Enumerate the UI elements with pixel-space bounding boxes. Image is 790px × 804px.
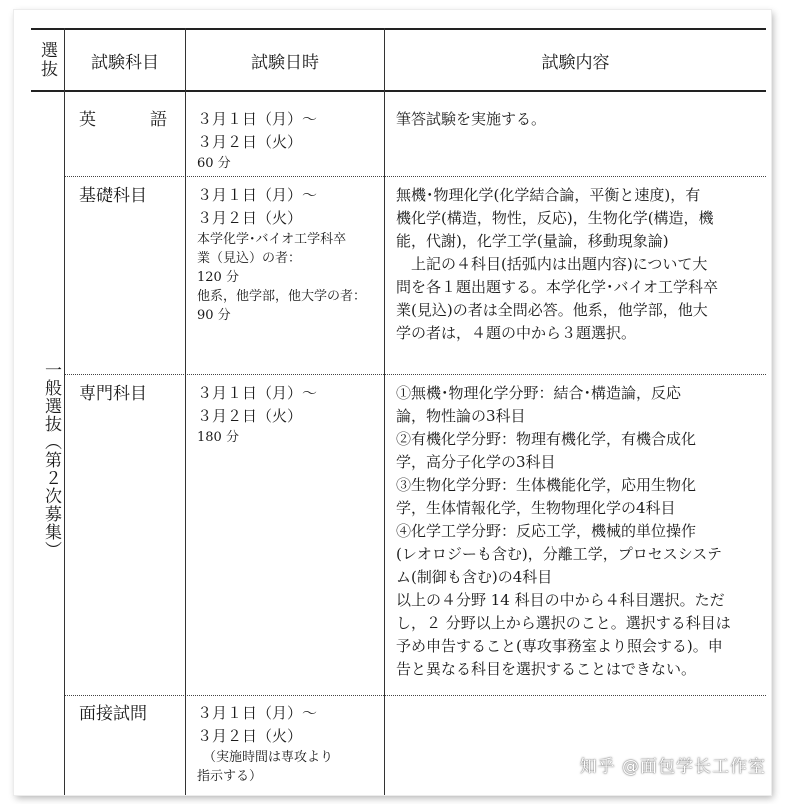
content-line: 予め申告すること(専攻事務室より照会する)。申 [396, 637, 723, 655]
row-divider [64, 695, 766, 696]
content-line: (レオロジーも含む)，分離工学，プロセスシステ [396, 545, 722, 563]
column-divider [185, 28, 186, 795]
header-bottom-rule [31, 90, 766, 92]
date-note: 指示する） [197, 769, 263, 784]
content-line: 問を各１題出題する。本学化学･バイオ工学科卒 [396, 278, 719, 296]
content-basic [396, 184, 762, 345]
row-divider [64, 374, 766, 375]
header-selection [31, 30, 64, 90]
group-label: 一般選抜（第２次募集） [41, 361, 61, 559]
date-basic [197, 184, 366, 325]
content-line: ③生物化学分野：生体機能化学，応用生物化 [396, 476, 697, 494]
content-line: 学，生体情報化学，生物物理化学の4科目 [396, 499, 676, 517]
content-line: 筆答試験を実施する。 [396, 110, 547, 128]
date-line: ３月１日（月）～ [197, 186, 318, 204]
date-line: ３月１日（月）～ [197, 704, 318, 722]
content-english [396, 108, 762, 131]
content-line: 業(見込)の者は全問必答。他系，他学部，他大 [396, 301, 708, 319]
header-content: 試験内容 [541, 52, 610, 73]
subject-english [79, 108, 167, 132]
exam-schedule-table [31, 28, 766, 795]
date-note: 120 分 [197, 270, 239, 285]
content-line: 上記の４科目(括弧内は出題内容)について大 [411, 255, 708, 273]
date-note: 業（見込）の者： [197, 251, 302, 266]
subject-english-char: 英 [79, 110, 96, 130]
date-specialized [197, 382, 317, 447]
date-line: ３月２日（火） [197, 727, 303, 745]
row-divider [64, 176, 766, 177]
content-line: 以上の４分野 14 科目の中から４科目選択。ただ [396, 591, 725, 609]
subject-basic: 基礎科目 [79, 186, 147, 206]
column-divider [384, 28, 385, 795]
date-note: 他系，他学部，他大学の者： [197, 289, 367, 304]
content-line: 能，代謝)，化学工学(量論，移動現象論) [396, 232, 669, 250]
date-line: ３月１日（月）～ [197, 384, 318, 402]
header-datetime: 試験日時 [251, 52, 319, 73]
content-line: ①無機･物理化学分野：結合･構造論，反応 [396, 384, 682, 402]
content-line: 機化学(構造，物性，反応)，生物化学(構造，機 [396, 209, 714, 227]
date-note: 180 分 [197, 430, 239, 445]
date-line: ３月１日（月）～ [197, 110, 318, 128]
content-line: ム(制御も含む)の4科目 [396, 568, 553, 586]
content-specialized [396, 382, 762, 681]
date-note: 本学化学･バイオ工学科卒 [197, 232, 347, 247]
content-line: 無機･物理化学(化学結合論，平衡と速度)，有 [396, 186, 701, 204]
date-line: ３月２日（火） [197, 133, 303, 151]
date-interview [197, 702, 333, 786]
content-line: ④化学工学分野：反応工学，機械的単位操作 [396, 522, 697, 540]
column-divider [64, 28, 65, 795]
content-line: 学，高分子化学の3科目 [396, 453, 556, 471]
watermark-text: 知乎 @面包学长工作室 [579, 757, 766, 777]
date-english [197, 108, 317, 173]
subject-english-char: 語 [150, 110, 167, 130]
content-line: 学の者は，４題の中から３題選択。 [396, 324, 637, 342]
date-note: 60 分 [197, 156, 231, 171]
date-line: ３月２日（火） [197, 209, 303, 227]
subject-english-text [79, 108, 167, 132]
document-frame [14, 10, 771, 795]
content-line: ②有機化学分野：物理有機化学，有機合成化 [396, 430, 697, 448]
content-line: し，２ 分野以上から選択のこと。選択する科目は [396, 614, 731, 632]
date-note: （実施時間は専攻より [203, 750, 334, 765]
content-line: 論，物性論の3科目 [396, 407, 526, 425]
subject-specialized: 専門科目 [79, 384, 147, 404]
header-subject: 試験科目 [91, 52, 159, 73]
date-line: ３月２日（火） [197, 407, 303, 425]
subject-interview: 面接試問 [79, 704, 147, 724]
date-note: 90 分 [197, 308, 231, 323]
content-line: 告と異なる科目を選択することはできない。 [396, 660, 697, 678]
header-selection-text: 選抜 [37, 41, 57, 79]
